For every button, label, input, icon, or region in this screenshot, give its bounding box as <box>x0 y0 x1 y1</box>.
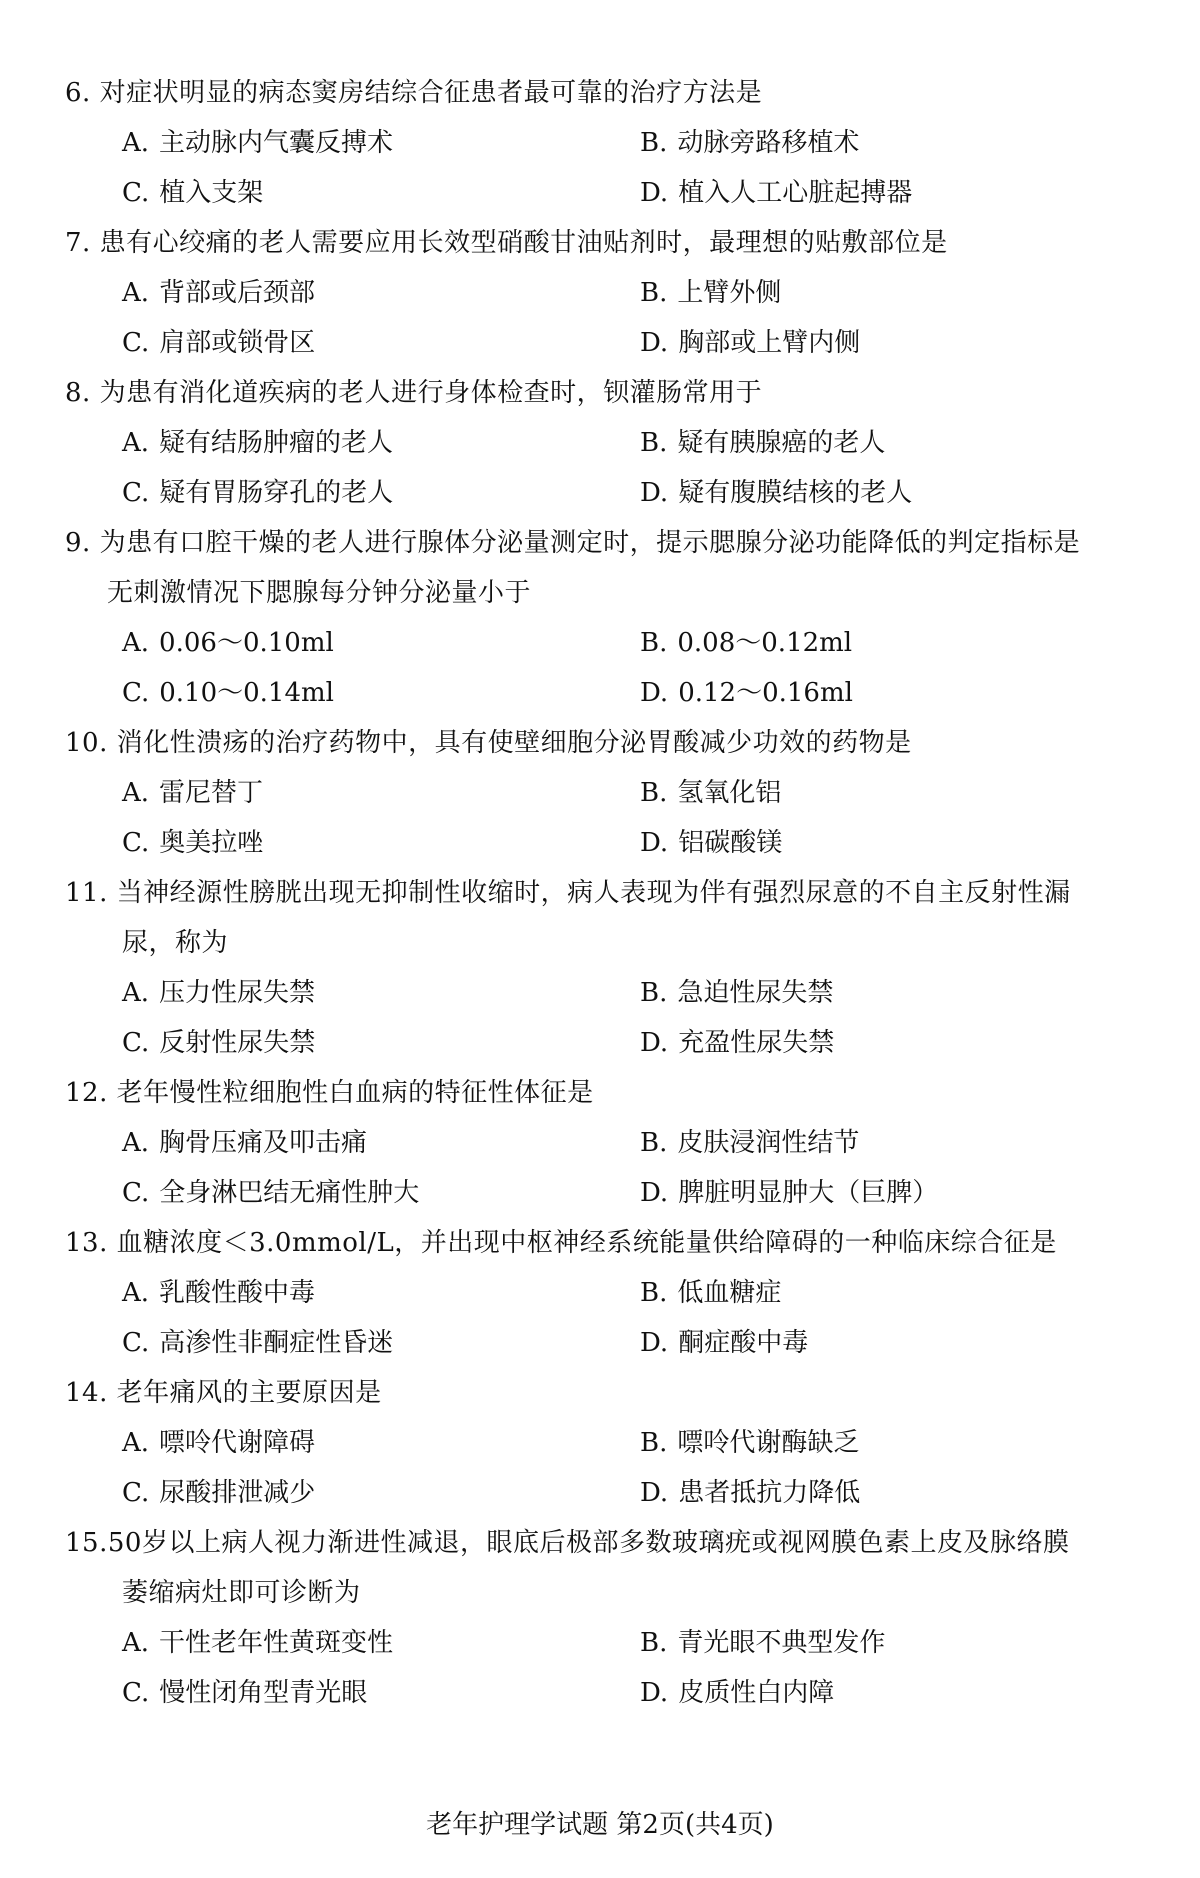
option-row <box>65 468 1165 518</box>
question-number: 11. <box>65 878 108 908</box>
question-stem-continuation: 尿，称为 <box>122 928 229 958</box>
question-number: 14. <box>65 1378 108 1408</box>
question-6 <box>65 68 1165 218</box>
option-row <box>65 168 1165 218</box>
option-d[interactable]: D. 疑有腹膜结核的老人 <box>640 478 913 508</box>
option-b[interactable]: B. 氢氧化铝 <box>640 778 782 808</box>
question-13 <box>65 1218 1165 1368</box>
question-stem <box>65 68 1165 118</box>
option-row <box>65 1618 1165 1668</box>
option-c[interactable]: C. 0.10～0.14ml <box>122 678 334 708</box>
option-d[interactable]: D. 充盈性尿失禁 <box>640 1028 835 1058</box>
question-14 <box>65 1368 1165 1518</box>
option-a[interactable]: A. 干性老年性黄斑变性 <box>122 1628 394 1658</box>
question-text: 当神经源性膀胱出现无抑制性收缩时，病人表现为伴有强烈尿意的不自主反射性漏 <box>116 878 1071 908</box>
question-number: 9. <box>65 528 91 558</box>
option-a[interactable]: A. 主动脉内气囊反搏术 <box>122 128 394 158</box>
option-row <box>65 1168 1165 1218</box>
option-b[interactable]: B. 青光眼不典型发作 <box>640 1628 886 1658</box>
option-c[interactable]: C. 慢性闭角型青光眼 <box>122 1678 368 1708</box>
option-b[interactable]: B. 疑有胰腺癌的老人 <box>640 428 886 458</box>
question-number: 8. <box>65 378 91 408</box>
option-a[interactable]: A. 压力性尿失禁 <box>122 978 316 1008</box>
option-c[interactable]: C. 奥美拉唑 <box>122 828 264 858</box>
question-number: 13. <box>65 1228 108 1258</box>
question-text: 消化性溃疡的治疗药物中，具有使壁细胞分泌胃酸减少功效的药物是 <box>116 728 912 758</box>
option-c[interactable]: C. 高渗性非酮症性昏迷 <box>122 1328 394 1358</box>
question-number: 10. <box>65 728 108 758</box>
option-row <box>65 418 1165 468</box>
option-row <box>65 1318 1165 1368</box>
question-stem <box>65 1218 1165 1268</box>
question-text: 血糖浓度＜3.0mmol/L，并出现中枢神经系统能量供给障碍的一种临床综合征是 <box>116 1228 1057 1258</box>
option-row <box>65 1468 1165 1518</box>
option-row <box>65 1118 1165 1168</box>
option-d[interactable]: D. 酮症酸中毒 <box>640 1328 809 1358</box>
option-row <box>65 668 1165 718</box>
option-a[interactable]: A. 背部或后颈部 <box>122 278 316 308</box>
option-row <box>65 618 1165 668</box>
question-number: 6. <box>65 78 91 108</box>
option-b[interactable]: B. 低血糖症 <box>640 1278 782 1308</box>
option-c[interactable]: C. 反射性尿失禁 <box>122 1028 316 1058</box>
question-text: 为患有口腔干燥的老人进行腺体分泌量测定时，提示腮腺分泌功能降低的判定指标是 <box>99 528 1081 558</box>
question-stem <box>65 1368 1165 1418</box>
option-d[interactable]: D. 患者抵抗力降低 <box>640 1478 861 1508</box>
option-b[interactable]: B. 皮肤浸润性结节 <box>640 1128 860 1158</box>
question-text: 50岁以上病人视力渐进性减退，眼底后极部多数玻璃疣或视网膜色素上皮及脉络膜 <box>107 1528 1070 1558</box>
question-list <box>65 68 1165 1718</box>
option-d[interactable]: D. 植入人工心脏起搏器 <box>640 178 913 208</box>
option-a[interactable]: A. 乳酸性酸中毒 <box>122 1278 316 1308</box>
option-c[interactable]: C. 肩部或锁骨区 <box>122 328 316 358</box>
question-text: 为患有消化道疾病的老人进行身体检查时，钡灌肠常用于 <box>99 378 763 408</box>
option-row <box>65 818 1165 868</box>
question-text: 患有心绞痛的老人需要应用长效型硝酸甘油贴剂时，最理想的贴敷部位是 <box>99 228 948 258</box>
option-row <box>65 1018 1165 1068</box>
option-b[interactable]: B. 上臂外侧 <box>640 278 782 308</box>
option-d[interactable]: D. 脾脏明显肿大（巨脾） <box>640 1178 939 1208</box>
option-c[interactable]: C. 全身淋巴结无痛性肿大 <box>122 1178 420 1208</box>
question-stem-continuation: 无刺激情况下腮腺每分钟分泌量小于 <box>107 578 532 608</box>
option-row <box>65 768 1165 818</box>
question-9 <box>65 518 1165 718</box>
option-c[interactable]: C. 植入支架 <box>122 178 264 208</box>
option-row <box>65 968 1165 1018</box>
option-b[interactable]: B. 动脉旁路移植术 <box>640 128 860 158</box>
option-row <box>65 1418 1165 1468</box>
option-a[interactable]: A. 嘌呤代谢障碍 <box>122 1428 316 1458</box>
option-d[interactable]: D. 铝碳酸镁 <box>640 828 783 858</box>
question-stem <box>65 718 1165 768</box>
question-11 <box>65 868 1165 1068</box>
option-a[interactable]: A. 疑有结肠肿瘤的老人 <box>122 428 394 458</box>
option-a[interactable]: A. 胸骨压痛及叩击痛 <box>122 1128 368 1158</box>
question-stem <box>65 868 1165 918</box>
question-12 <box>65 1068 1165 1218</box>
option-c[interactable]: C. 尿酸排泄减少 <box>122 1478 316 1508</box>
option-d[interactable]: D. 0.12～0.16ml <box>640 678 853 708</box>
option-b[interactable]: B. 嘌呤代谢酶缺乏 <box>640 1428 860 1458</box>
option-row <box>65 318 1165 368</box>
question-stem <box>65 518 1165 568</box>
question-number: 15. <box>65 1528 108 1558</box>
option-b[interactable]: B. 0.08～0.12ml <box>640 628 853 658</box>
option-c[interactable]: C. 疑有胃肠穿孔的老人 <box>122 478 394 508</box>
question-stem <box>65 1518 1165 1568</box>
question-7 <box>65 218 1165 368</box>
option-row <box>65 1668 1165 1718</box>
option-d[interactable]: D. 胸部或上臂内侧 <box>640 328 861 358</box>
question-stem <box>65 1068 1165 1118</box>
question-stem <box>65 368 1165 418</box>
question-stem <box>65 218 1165 268</box>
question-15 <box>65 1518 1165 1718</box>
question-10 <box>65 718 1165 868</box>
option-b[interactable]: B. 急迫性尿失禁 <box>640 978 834 1008</box>
page-footer: 老年护理学试题 第2页(共4页) <box>426 1810 774 1840</box>
option-a[interactable]: A. 0.06～0.10ml <box>122 628 334 658</box>
question-text: 老年慢性粒细胞性白血病的特征性体征是 <box>116 1078 594 1108</box>
option-row <box>65 268 1165 318</box>
question-number: 7. <box>65 228 91 258</box>
question-text: 老年痛风的主要原因是 <box>116 1378 382 1408</box>
question-8 <box>65 368 1165 518</box>
option-row <box>65 118 1165 168</box>
question-stem-continuation: 萎缩病灶即可诊断为 <box>122 1578 361 1608</box>
option-a[interactable]: A. 雷尼替丁 <box>122 778 264 808</box>
option-row <box>65 1268 1165 1318</box>
question-text: 对症状明显的病态窦房结综合征患者最可靠的治疗方法是 <box>99 78 763 108</box>
question-number: 12. <box>65 1078 108 1108</box>
option-d[interactable]: D. 皮质性白内障 <box>640 1678 835 1708</box>
